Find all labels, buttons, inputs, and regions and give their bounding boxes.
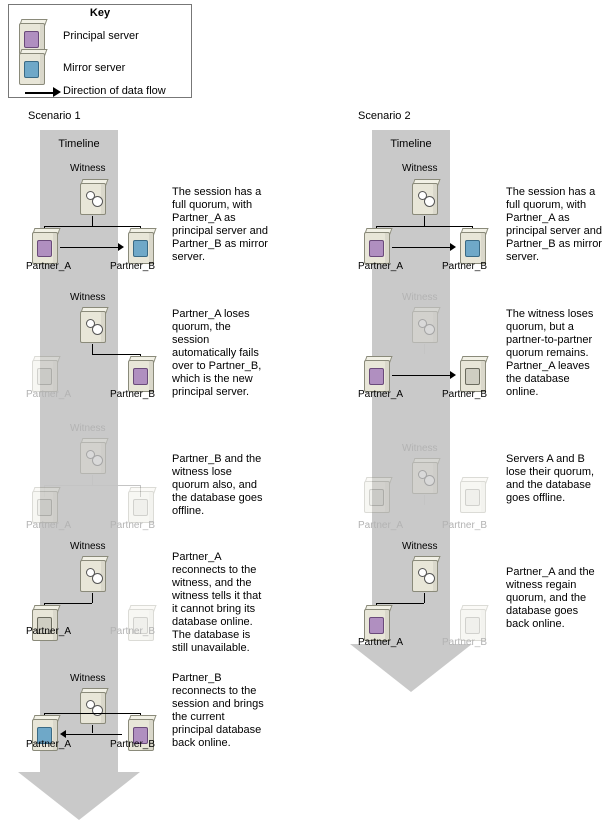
partner-a-label: Partner_A [358, 520, 404, 531]
witness-label: Witness [70, 673, 106, 684]
witness-icon [78, 306, 108, 344]
key-label-dataflow: Direction of data flow [63, 85, 166, 97]
partner-a-server-icon [362, 228, 390, 264]
partner-b-label: Partner_B [442, 637, 488, 648]
partner-a-label: Partner_A [358, 637, 404, 648]
scenario-1-title: Scenario 1 [28, 110, 81, 122]
key-row-dataflow [17, 79, 187, 107]
partner-a-server-icon [30, 487, 58, 523]
witness-icon [78, 437, 108, 475]
arrow-icon [25, 92, 55, 94]
witness-icon [78, 178, 108, 216]
partner-a-label: Partner_A [26, 389, 72, 400]
partner-b-label: Partner_B [110, 626, 156, 637]
witness-icon [410, 457, 440, 495]
partner-a-label: Partner_A [26, 520, 72, 531]
partner-b-server-icon [458, 477, 486, 513]
scenario-2-timeline-label: Timeline [390, 138, 432, 150]
partner-b-server-icon [126, 356, 154, 392]
witness-icon [410, 306, 440, 344]
witness-label: Witness [70, 292, 106, 303]
partner-a-label: Partner_A [26, 261, 72, 272]
partner-a-label: Partner_A [358, 261, 404, 272]
scenario-2-title: Scenario 2 [358, 110, 411, 122]
witness-label: Witness [402, 443, 438, 454]
witness-label: Witness [70, 423, 106, 434]
witness-icon [410, 555, 440, 593]
partner-a-label: Partner_A [26, 626, 72, 637]
s1-step-3-description: Partner_B and the witness lose quorum also, and the database goes offline. [172, 453, 263, 517]
s1-step-4-description: Partner_A reconnects to the witness, and the witness tells it that it cannot bring its database online. The database is still unavailable. [172, 551, 262, 654]
witness-label: Witness [402, 541, 438, 552]
arrow-head-icon [53, 87, 61, 97]
partner-b-server-icon [458, 228, 486, 264]
partner-b-server-icon [458, 356, 486, 392]
s1-step-1-description: The session has a full quorum, with Partner_A as principal server and Partner_B as mirror server. [172, 186, 268, 263]
partner-b-server-icon [126, 228, 154, 264]
key-label-mirror: Mirror server [63, 62, 126, 74]
key-label-principal: Principal server [63, 30, 139, 42]
witness-icon [78, 555, 108, 593]
partner-b-label: Partner_B [110, 520, 156, 531]
partner-a-label: Partner_A [358, 389, 404, 400]
partner-b-server-icon [458, 605, 486, 641]
witness-label: Witness [402, 163, 438, 174]
witness-icon [410, 178, 440, 216]
s2-step-1-description: The session has a full quorum, with Partner_A as principal server and Partner_B as mirror server. [506, 186, 602, 263]
s2-step-3-description: Servers A and B lose their quorum, and the database goes offline. [506, 453, 595, 504]
s1-step-5-description: Partner_B reconnects to the session and brings the current principal database back online. [172, 672, 264, 749]
partner-a-server-icon [362, 477, 390, 513]
partner-a-server-icon [30, 228, 58, 264]
partner-b-label: Partner_B [110, 739, 156, 750]
partner-b-label: Partner_B [442, 520, 488, 531]
partner-a-server-icon [362, 605, 390, 641]
key-title: Key [89, 7, 111, 19]
witness-icon [78, 687, 108, 725]
witness-label: Witness [70, 163, 106, 174]
partner-b-label: Partner_B [110, 389, 156, 400]
partner-a-server-icon [30, 356, 58, 392]
partner-b-server-icon [126, 487, 154, 523]
s2-step-4-description: Partner_A and the witness regain quorum, and the database goes back online. [506, 566, 595, 630]
key-legend [8, 4, 192, 98]
partner-a-server-icon [362, 356, 390, 392]
partner-a-label: Partner_A [26, 739, 72, 750]
witness-label: Witness [402, 292, 438, 303]
s1-step-2-description: Partner_A loses quorum, the session automatically fails over to Partner_B, which is the new principal server. [172, 308, 262, 398]
partner-b-label: Partner_B [110, 261, 156, 272]
scenario-1-timeline-label: Timeline [58, 138, 100, 150]
partner-b-label: Partner_B [442, 261, 488, 272]
witness-label: Witness [70, 541, 106, 552]
partner-b-label: Partner_B [442, 389, 488, 400]
s2-step-2-description: The witness loses quorum, but a partner-to-partner quorum remains. Partner_A leaves the database online. [506, 308, 594, 398]
